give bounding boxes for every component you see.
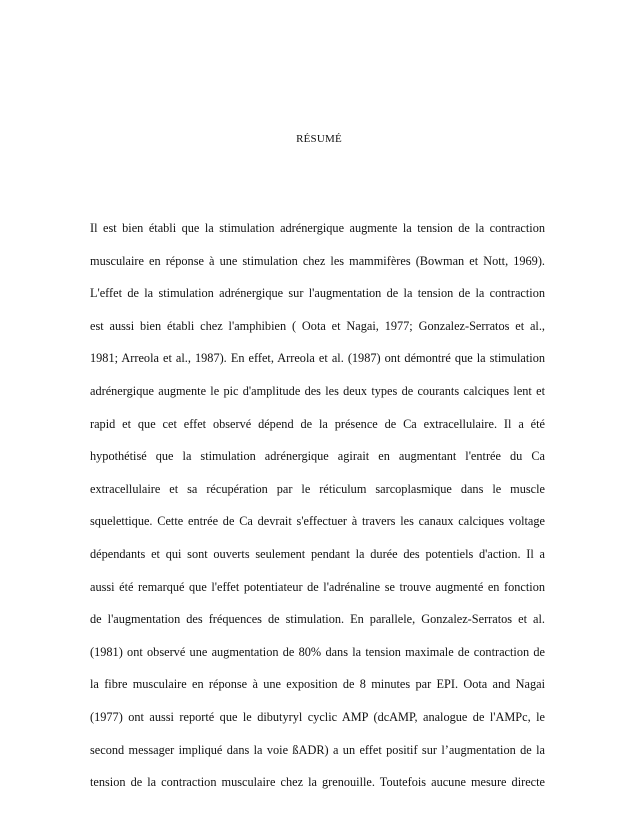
page-title: RÉSUMÉ bbox=[296, 133, 342, 145]
text-line: tension de la contraction musculaire chez la grenouille. Toutefois aucune mesure directe bbox=[90, 775, 545, 790]
text-line: hypothétisé que la stimulation adrénergique agirait en augmentant l'entrée du Ca bbox=[90, 449, 545, 464]
text-line: rapid et que cet effet observé dépend de la présence de Ca extracellulaire. Il a été bbox=[90, 416, 545, 431]
text-line: L'effet de la stimulation adrénergique sur l'augmentation de la tension de la contraction bbox=[90, 286, 545, 301]
text-line: musculaire en réponse à une stimulation chez les mammifères (Bowman et Nott, 1969). bbox=[90, 253, 545, 268]
abstract-paragraph bbox=[90, 212, 545, 799]
text-line: (1981) ont observé une augmentation de 80% dans la tension maximale de contraction de bbox=[90, 644, 545, 659]
text-line: 1981; Arreola et al., 1987). En effet, Arreola et al. (1987) ont démontré que la stimulation bbox=[90, 351, 545, 366]
text-line: Il est bien établi que la stimulation adrénergique augmente la tension de la contraction bbox=[90, 221, 545, 235]
text-line: est aussi bien établi chez l'amphibien ( Oota et Nagai, 1977; Gonzalez-Serratos et al., bbox=[90, 318, 545, 333]
text-line: (1977) ont aussi reporté que le dibutyryl cyclic AMP (dcAMP, analogue de l'AMPc, le bbox=[90, 709, 545, 724]
text-line: extracellulaire et sa récupération par le réticulum sarcoplasmique dans le muscle bbox=[90, 481, 545, 496]
text-line: aussi été remarqué que l'effet potentiateur de l'adrénaline se trouve augmenté en fonction bbox=[90, 579, 545, 594]
text-line: adrénergique augmente le pic d'amplitude des les deux types de courants calciques lent et bbox=[90, 383, 545, 398]
text-line: la fibre musculaire en réponse à une exposition de 8 minutes par EPI. Oota and Nagai bbox=[90, 677, 545, 692]
text-line: dépendants et qui sont ouverts seulement pendant la durée des potentiels d'action. Il a bbox=[90, 546, 545, 561]
text-line: squelettique. Cette entrée de Ca devrait s'effectuer à travers les canaux calciques voltage bbox=[90, 514, 545, 529]
text-line: second messager impliqué dans la voie ßADR) a un effet positif sur l’augmentation de la bbox=[90, 742, 545, 757]
text-line: de l'augmentation des fréquences de stimulation. En parallele, Gonzalez-Serratos et al. bbox=[90, 612, 545, 627]
